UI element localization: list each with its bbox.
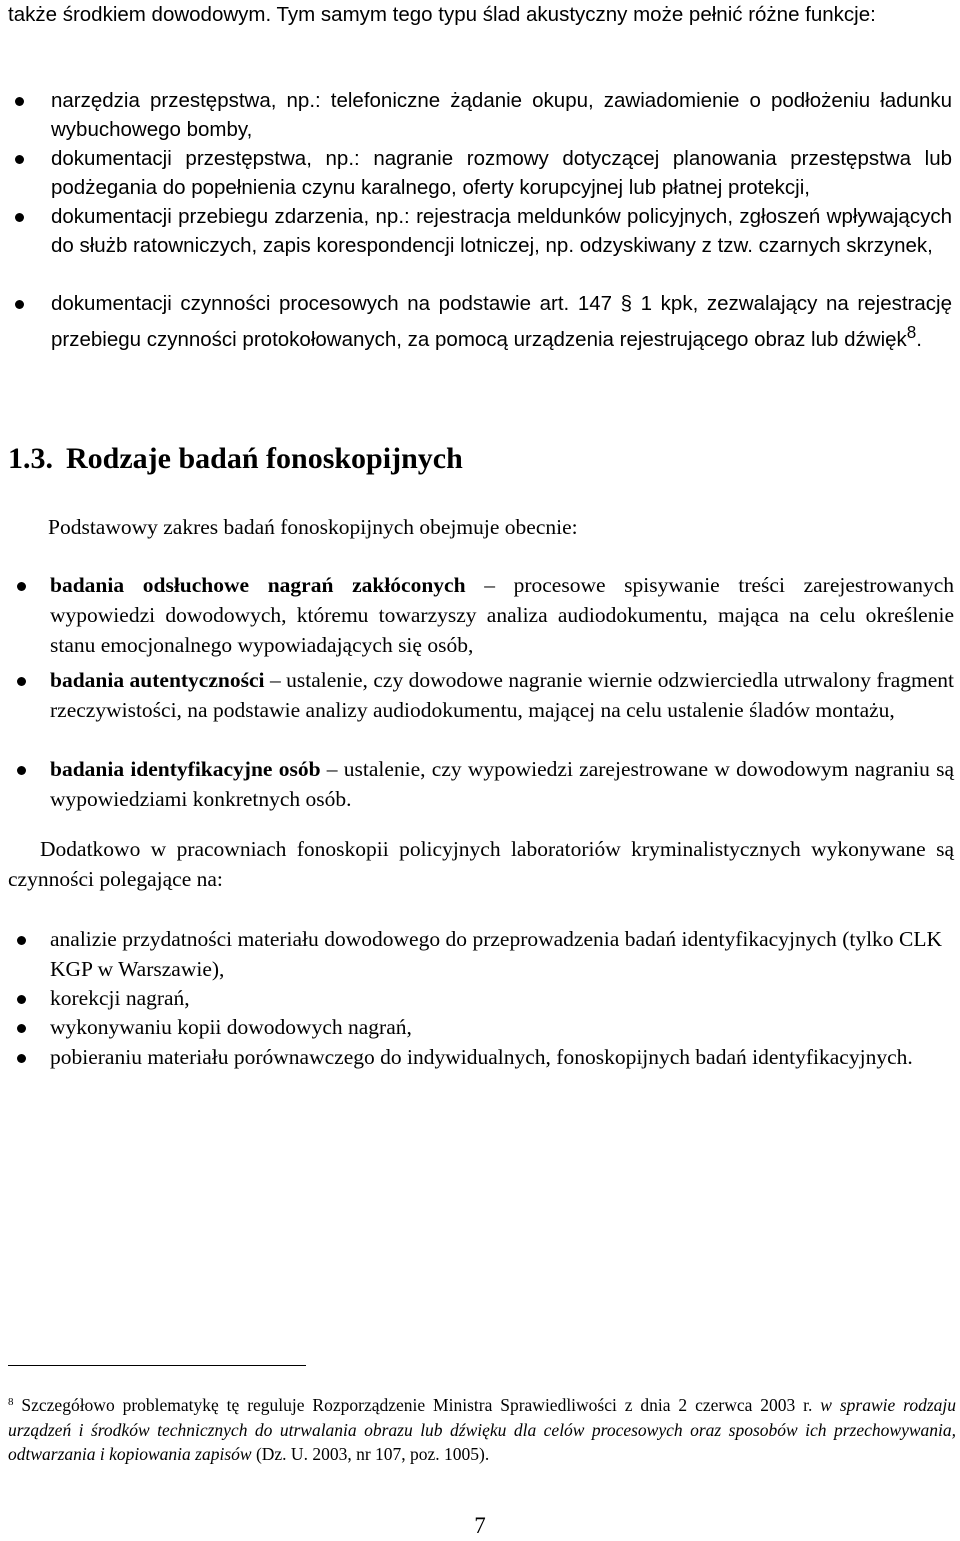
bullet-icon: [17, 936, 26, 945]
list-item: [0, 754, 960, 814]
list-item-text: narzędzia przestępstwa, np.: telefoniczne żądanie okupu, zawiadomienie o podłożeniu ładunku wybuchowego bomby,: [51, 89, 952, 141]
list-item: [0, 144, 960, 202]
scope-term: badania autentyczności: [50, 668, 265, 692]
list-item: [0, 924, 960, 983]
list-item-text: analizie przydatności materiału dowodowego do przeprowadzenia badań identyfikacyjnych (tylko CLK KGP w Warszawie),: [50, 927, 942, 981]
scope-description: – procesowe spisywanie treści zarejestrowanych wypowiedzi dowodowych, któremu towarzyszy analiza audiodokumentu, mająca na celu określenie stanu emocjonalnego wypowiadających się osób,: [50, 573, 954, 657]
bullet-icon: [17, 582, 26, 591]
list-item-end: .: [916, 327, 922, 351]
list-item-text: wykonywaniu kopii dowodowych nagrań,: [50, 1015, 412, 1039]
list-item-text: dokumentacji przestępstwa, np.: nagranie rozmowy dotyczącej planowania przestępstwa lub podżegania do popełnienia czynu karalnego, oferty korupcyjnej lub płatnej protekcji,: [51, 147, 952, 199]
footnote-separator: [8, 1365, 306, 1366]
list-item-text: korekcji nagrań,: [50, 986, 190, 1010]
functions-list: [0, 86, 960, 377]
bullet-icon: [15, 213, 24, 222]
scope-description: – ustalenie, czy dowodowe nagranie wiernie odzwierciedla utrwalony fragment rzeczywistości, na podstawie analizy audiodokumentu, mającej na celu ustalenie śladów montażu,: [50, 668, 954, 722]
list-item-text: dokumentacji przebiegu zdarzenia, np.: rejestracja meldunków policyjnych, zgłoszeń wpływających do służb ratowniczych, zapis korespondencji lotniczej, np. odzyskiwany z tzw. czarnych skrzynek,: [51, 205, 952, 257]
list-item: [0, 202, 960, 289]
footnote-title: w sprawie rodzaju urządzeń i środków technicznych do utrwalania obrazu lub dźwięku dla celów procesowych oraz sposobów ich przechowywania, odtwarzania i kopiowania zapisów: [8, 1395, 956, 1464]
section-heading: [8, 437, 463, 481]
list-item: [0, 570, 960, 665]
page-number: 7: [474, 1513, 486, 1538]
bullet-icon: [17, 1054, 26, 1063]
bullet-icon: [15, 300, 24, 309]
scope-description: – ustalenie, czy wypowiedzi zarejestrowane w dowodowym nagraniu są wypowiedziami konkretnych osób.: [50, 757, 954, 811]
list-item: [0, 983, 960, 1012]
section-number: 1.3.: [8, 442, 53, 475]
list-item: [0, 1042, 960, 1072]
scope-intro: Podstawowy zakres badań fonoskopijnych obejmuje obecnie:: [48, 515, 578, 539]
list-item: [0, 665, 960, 754]
list-item-text: dokumentacji czynności procesowych na podstawie art. 147 § 1 kpk, zezwalający na rejestrację przebiegu czynności protokołowanych, za pomocą urządzenia rejestrującego obraz lub dźwięk: [51, 292, 952, 351]
list-item: [0, 1012, 960, 1042]
list-item: [0, 289, 960, 377]
footnote-text: Szczegółowo problematykę tę reguluje Rozporządzenie Ministra Sprawiedliwości z dnia 2 czerwca 2003 r.: [13, 1395, 821, 1415]
scope-term: badania odsłuchowe nagrań zakłóconych: [50, 573, 466, 597]
bullet-icon: [17, 995, 26, 1004]
intro-paragraph: także środkiem dowodowym. Tym samym tego typu ślad akustyczny może pełnić różne funkcje:: [8, 3, 876, 26]
list-item: [0, 86, 960, 144]
bullet-icon: [17, 766, 26, 775]
footnote-citation: (Dz. U. 2003, nr 107, poz. 1005).: [251, 1444, 490, 1464]
bullet-icon: [15, 97, 24, 106]
section-title: Rodzaje badań fonoskopijnych: [66, 442, 463, 475]
scope-list: [0, 570, 960, 814]
footnote: [8, 1390, 956, 1467]
bullet-icon: [17, 1024, 26, 1033]
lab-list: [0, 924, 960, 1072]
footnote-reference[interactable]: 8: [906, 323, 917, 342]
lab-intro: Dodatkowo w pracowniach fonoskopii policyjnych laboratoriów kryminalistycznych wykonywane są czynności polegające na:: [8, 837, 954, 891]
bullet-icon: [15, 155, 24, 164]
list-item-text: pobieraniu materiału porównawczego do indywidualnych, fonoskopijnych badań identyfikacyjnych.: [50, 1045, 913, 1069]
scope-term: badania identyfikacyjne osób: [50, 757, 321, 781]
footnote-marker: 8: [8, 1396, 14, 1408]
bullet-icon: [17, 677, 26, 686]
